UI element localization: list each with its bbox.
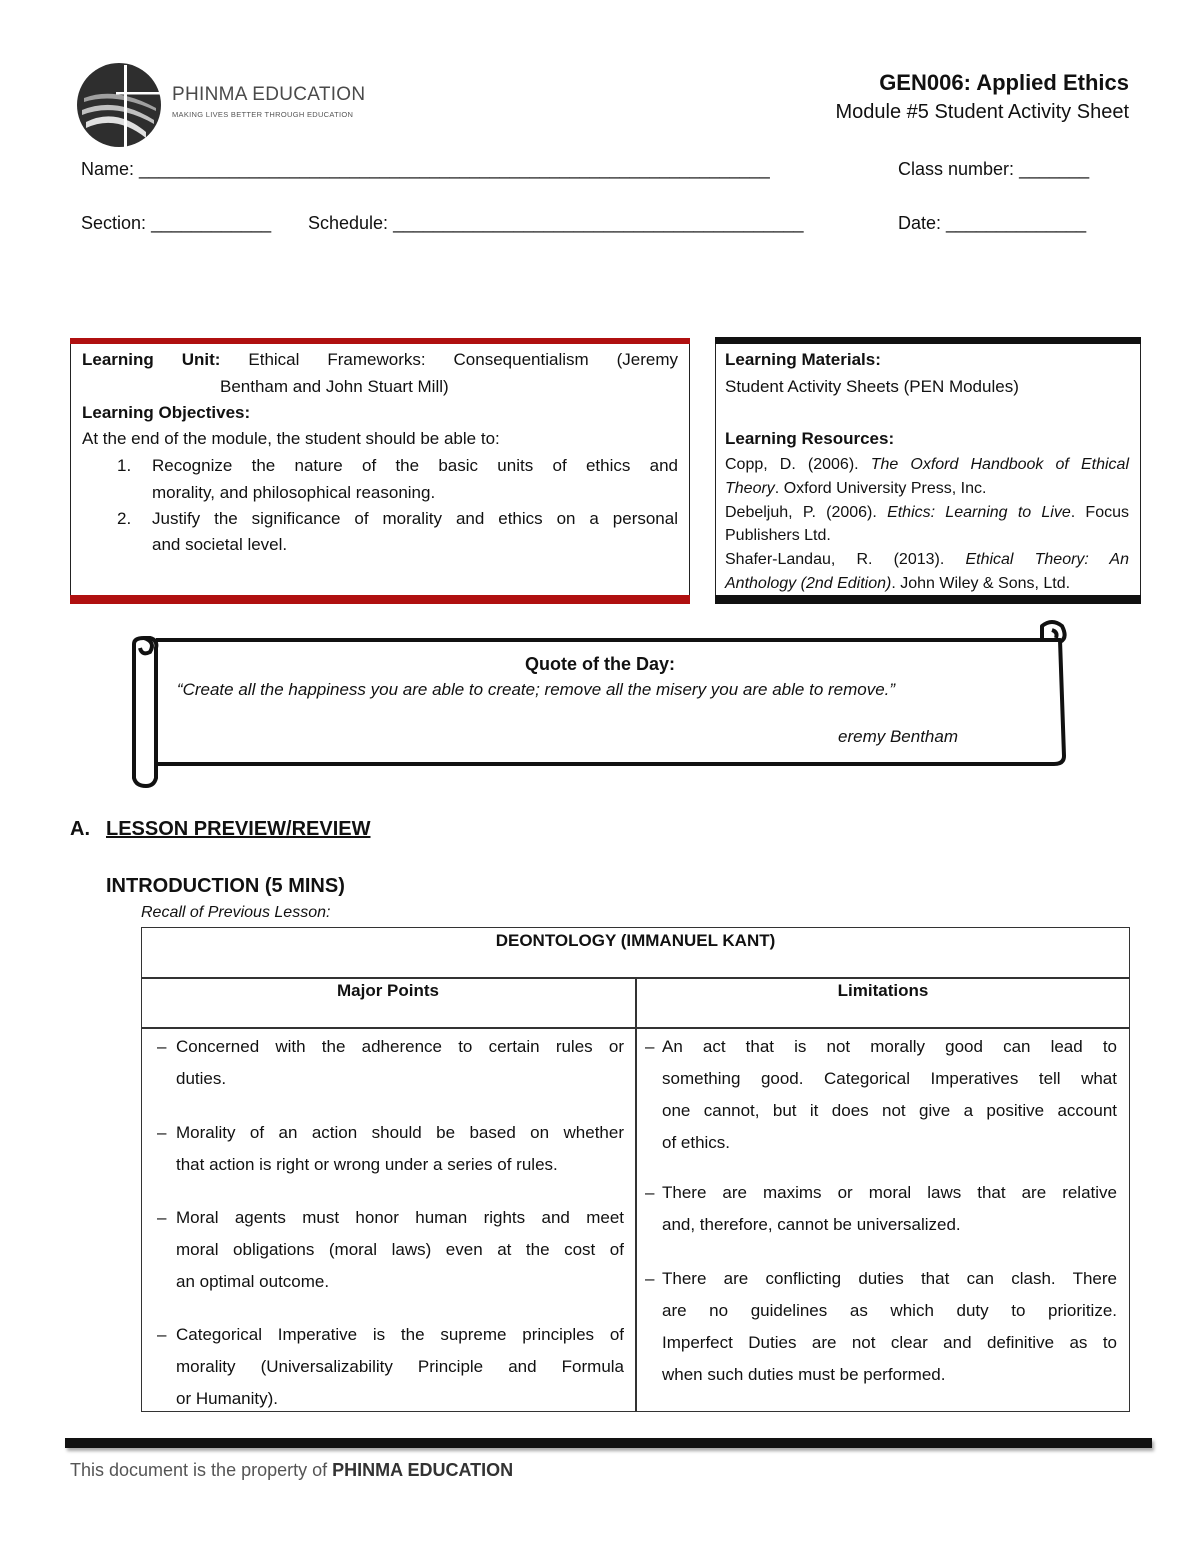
major-point-3 (157, 1202, 624, 1298)
resource-2-author: Debeljuh, P. (2006). (725, 504, 888, 521)
learning-unit-top-bar (70, 338, 690, 344)
quote-title: Quote of the Day: (524, 654, 675, 674)
name-label: Name: (81, 159, 135, 179)
learning-resources-label: Learning Resources: (725, 429, 895, 448)
bullet-dash: – (157, 1037, 167, 1056)
objective-1-number: 1. (117, 456, 132, 475)
bullet-dash: – (645, 1269, 655, 1288)
quote-scroll-banner (128, 616, 1072, 792)
limitation-3-line3: Imperfect Duties are not clear and definitive as to (662, 1333, 1117, 1352)
bullet-dash: – (157, 1123, 167, 1142)
section-field[interactable] (81, 213, 271, 234)
objective-2-line1: Justify the significance of morality and ethics on a personal (152, 509, 678, 528)
resource-1-author: Copp, D. (2006). (725, 456, 871, 473)
major-point-2 (157, 1117, 624, 1181)
resource-3-line2 (725, 572, 1070, 596)
objective-1-line1: Recognize the nature of the basic units of ethics and (152, 456, 678, 475)
limitation-1-line3: one cannot, but it does not give a positive account (662, 1101, 1117, 1120)
major-point-1 (157, 1031, 624, 1095)
learning-materials-bottom-bar (715, 595, 1141, 604)
major-point-4-line1: Categorical Imperative is the supreme principles of (176, 1325, 624, 1344)
quote-text: “Create all the happiness you are able to create; remove all the misery you are able to remove.” (176, 680, 896, 699)
resource-2-publisher: . Focus (1070, 504, 1129, 521)
schedule-field[interactable] (308, 213, 804, 234)
limitation-2 (645, 1177, 1117, 1241)
limitation-3-line4: when such duties must be performed. (662, 1365, 946, 1384)
limitation-1-line4: of ethics. (662, 1133, 731, 1152)
section-a-title: LESSON PREVIEW/REVIEW (106, 818, 371, 840)
limitation-2-line1: There are maxims or moral laws that are relative (662, 1183, 1117, 1202)
bullet-dash: – (645, 1183, 655, 1202)
date-label: Date: (898, 213, 942, 233)
objective-2-line2: and societal level. (152, 535, 288, 554)
resource-2-title: Ethics: Learning to Live (887, 504, 1071, 521)
resource-1-title: The Oxford Handbook of Ethical (870, 456, 1129, 473)
learning-materials-label: Learning Materials: (725, 350, 881, 369)
resource-1-line2 (725, 477, 986, 501)
schedule-label: Schedule: (308, 213, 389, 233)
class-number-field[interactable] (898, 159, 1089, 180)
resource-2-line1 (725, 501, 1129, 525)
limitation-3-line2: are no guidelines as which duty to prioritize. (662, 1301, 1117, 1320)
column-header-major-points: Major Points (336, 981, 439, 1000)
section-blank: ____________ (151, 213, 272, 233)
course-title: GEN006: Applied Ethics (879, 70, 1129, 95)
footer-text (70, 1460, 513, 1481)
major-point-1-line1: Concerned with the adherence to certain rules or (176, 1037, 624, 1056)
major-point-4-line3: or Humanity). (176, 1389, 279, 1408)
footer-brand: PHINMA EDUCATION (332, 1460, 514, 1480)
learning-unit-value-1: Ethical Frameworks: Consequentialism (Jeremy (248, 350, 678, 369)
learning-unit-line1 (82, 347, 678, 373)
objective-1-line2: morality, and philosophical reasoning. (152, 483, 436, 502)
brand-tagline: MAKING LIVES BETTER THROUGH EDUCATION (172, 110, 354, 119)
limitation-2-line2: and, therefore, cannot be universalized. (662, 1215, 961, 1234)
quote-author: eremy Bentham (838, 727, 958, 746)
resource-1-publisher: . Oxford University Press, Inc. (774, 480, 987, 497)
footer-bar (65, 1438, 1152, 1448)
major-point-2-line2: that action is right or wrong under a series of rules. (176, 1155, 558, 1174)
resource-1-line1 (725, 453, 1129, 477)
table-column-divider (635, 977, 637, 1412)
resource-3-title-end: Anthology (2nd Edition) (725, 575, 892, 592)
introduction-title: INTRODUCTION (5 MINS) (106, 875, 345, 897)
objective-2-number: 2. (117, 509, 132, 528)
learning-objectives-intro: At the end of the module, the student should be able to: (82, 429, 500, 448)
name-blank: _______________________________________________________________ (139, 159, 770, 179)
major-point-3-line3: an optimal outcome. (176, 1272, 330, 1291)
footer-prefix: This document is the property of (70, 1460, 333, 1480)
brand-name: PHINMA EDUCATION (172, 84, 366, 105)
major-point-3-line1: Moral agents must honor human rights and meet (176, 1208, 624, 1227)
limitation-1-line1: An act that is not morally good can lead to (662, 1037, 1117, 1056)
resource-3-publisher: . John Wiley & Sons, Ltd. (891, 575, 1071, 592)
class-number-label: Class number: (898, 159, 1015, 179)
table-title: DEONTOLOGY (IMMANUEL KANT) (495, 931, 776, 950)
date-blank: ______________ (946, 213, 1087, 233)
name-field[interactable] (81, 159, 770, 180)
module-title: Module #5 Student Activity Sheet (835, 101, 1129, 123)
section-a-letter: A. (70, 818, 90, 840)
major-point-1-line2: duties. (176, 1069, 227, 1088)
limitation-1 (645, 1031, 1117, 1159)
class-number-blank: _______ (1019, 159, 1090, 179)
learning-unit-value-2: Bentham and John Stuart Mill) (220, 377, 449, 396)
learning-unit-label: Learning Unit: (82, 350, 221, 369)
learning-materials-value: Student Activity Sheets (PEN Modules) (725, 377, 1019, 396)
resource-1-title-end: Theory (725, 480, 775, 497)
major-point-4-line2: morality (Universalizability Principle and Formula (176, 1357, 624, 1376)
limitation-3-line1: There are conflicting duties that can clash. There (662, 1269, 1117, 1288)
major-point-4 (157, 1319, 624, 1415)
schedule-blank: _________________________________________ (393, 213, 804, 233)
bullet-dash: – (157, 1325, 167, 1344)
resource-3-author: Shafer-Landau, R. (2013). (725, 551, 966, 568)
resource-3-line1 (725, 548, 1129, 572)
major-point-3-line2: moral obligations (moral laws) even at the cost of (176, 1240, 624, 1259)
learning-materials-top-bar (715, 337, 1141, 344)
section-label: Section: (81, 213, 147, 233)
bullet-dash: – (645, 1037, 655, 1056)
date-field[interactable] (898, 213, 1086, 234)
column-header-limitations: Limitations (837, 981, 929, 1000)
phinma-logo (76, 62, 376, 152)
learning-unit-bottom-bar (70, 595, 690, 604)
major-point-2-line1: Morality of an action should be based on whether (176, 1123, 624, 1142)
limitation-1-line2: something good. Categorical Imperatives tell what (662, 1069, 1117, 1088)
introduction-subtitle: Recall of Previous Lesson: (141, 904, 331, 921)
resource-3-title: Ethical Theory: An (965, 551, 1129, 568)
limitation-3 (645, 1263, 1117, 1391)
learning-objectives-label: Learning Objectives: (82, 403, 251, 422)
bullet-dash: – (157, 1208, 167, 1227)
resource-2-line2: Publishers Ltd. (725, 527, 831, 544)
